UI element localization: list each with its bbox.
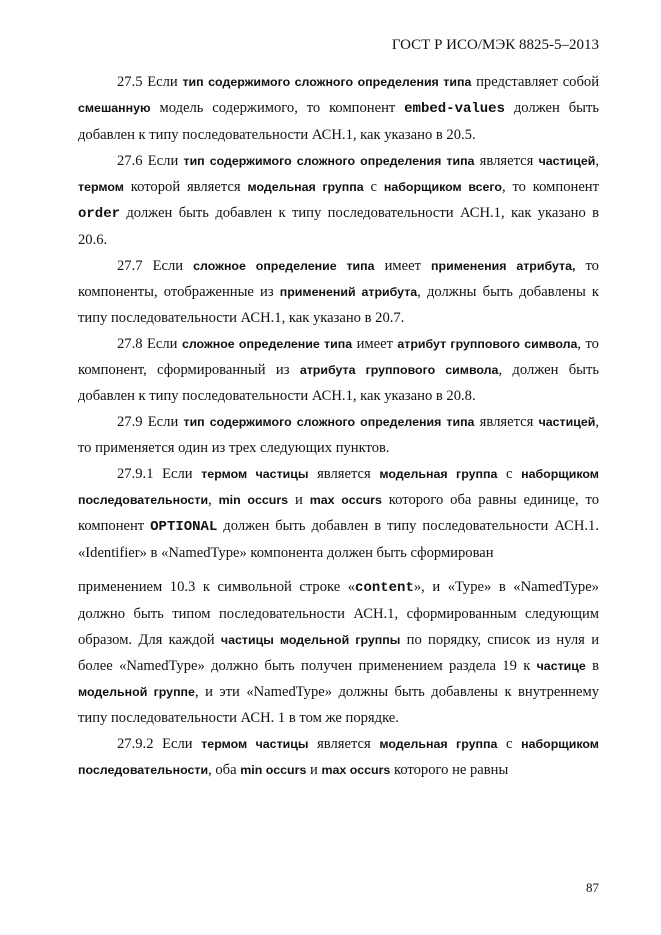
bold-term: наборщиком всего	[383, 180, 502, 194]
text: 27.7 Если	[117, 258, 194, 274]
bold-term: смешанную	[78, 101, 151, 115]
bold-term: max occurs	[321, 763, 391, 777]
code-term: embed-values	[404, 101, 505, 117]
text: и	[288, 492, 310, 508]
text: , должны быть добавлены к типу последовательности АСН.1, как указано в 20.7.	[78, 284, 600, 326]
bold-term: min occurs	[240, 763, 307, 777]
text: является	[308, 736, 380, 752]
text: модель содержимого, то компонент	[150, 100, 405, 116]
bold-term: применения атрибута,	[431, 259, 576, 273]
code-term: order	[78, 206, 121, 222]
bold-term: тип содержимого сложного определения типа	[183, 415, 475, 429]
text: должен быть добавлен к типу последовательности АСН.1, как указано в 20.5.	[78, 100, 599, 143]
text: является	[308, 466, 380, 482]
bold-term: атрибут группового символа	[397, 337, 578, 351]
text: представляет собой	[471, 74, 599, 90]
paragraph-27-8	[78, 331, 599, 409]
paragraph-27-9-1-continued	[78, 574, 599, 731]
bold-term: атрибута группового символа	[299, 363, 499, 377]
text: должен быть добавлен в типу последовательности АСН.1. «Identifier» в «NamedType» компонента должен быть сформирован	[78, 518, 599, 561]
bold-term: частицы модельной группы	[220, 633, 401, 647]
document-id-header: ГОСТ Р ИСО/МЭК 8825-5–2013	[391, 37, 599, 53]
bold-term: сложное определение типа	[193, 259, 375, 273]
bold-term: max occurs	[309, 493, 382, 507]
bold-term: модельная группа	[379, 467, 498, 481]
text: », и «Type» в «NamedType» должно быть типом последовательности АСН.1, сформированным следующим образом. Для каждой	[78, 579, 599, 648]
paragraph-27-9-1	[78, 461, 599, 566]
text: , то компонент, сформированный из	[78, 336, 599, 378]
text: имеет	[352, 336, 398, 352]
code-term: content	[355, 580, 414, 596]
text: 27.6 Если	[117, 153, 184, 169]
text: и	[306, 762, 322, 778]
text: является	[474, 153, 539, 169]
text: ,	[595, 153, 600, 169]
text: 27.9.2 Если	[117, 736, 202, 752]
bold-term: термом частицы	[201, 737, 309, 751]
paragraph-27-7	[78, 253, 599, 331]
bold-term: тип содержимого сложного определения типа	[183, 154, 475, 168]
text: , то компонент	[501, 179, 599, 195]
bold-term: термом частицы	[201, 467, 309, 481]
text: которого оба равны единице, то компонент	[78, 492, 600, 534]
text: 27.5 Если	[117, 74, 183, 90]
text: с	[497, 466, 522, 482]
text: то компоненты, отображенные из	[78, 258, 599, 300]
text: , должен быть добавлен к типу последовательности АСН.1, как указано в 20.8.	[78, 362, 599, 404]
bold-term: модельной группе	[78, 685, 195, 699]
bold-term: наборщиком последовательности	[78, 737, 599, 777]
text: 27.9.1 Если	[117, 466, 202, 482]
text: с	[363, 179, 384, 195]
text: с	[497, 736, 522, 752]
text: ,	[208, 492, 219, 508]
bold-term: min occurs	[218, 493, 289, 507]
text: в	[585, 658, 599, 674]
text: которой является	[123, 179, 248, 195]
page-number: 87	[586, 880, 599, 895]
text: имеет	[374, 258, 432, 274]
text: которого не равны	[390, 762, 509, 778]
paragraph-27-9	[78, 409, 599, 461]
text: 27.8 Если	[117, 336, 182, 352]
bold-term: модельная группа	[379, 737, 498, 751]
bold-term: термом	[78, 180, 124, 194]
document-body	[78, 69, 599, 783]
bold-term: применений атрибута	[279, 285, 418, 299]
text: по порядку, список из нуля и более «NamedType» должно быть получен применением раздела 19 к	[78, 632, 600, 674]
text: , и эти «NamedType» должны быть добавлены к внутреннему типу последовательности АСН. 1 в том же порядке.	[78, 684, 599, 726]
text: , то применяется один из трех следующих пунктов.	[78, 414, 600, 456]
bold-term: наборщиком последовательности	[78, 467, 599, 507]
text: должен быть добавлен к типу последовательности АСН.1, как указано в 20.6.	[78, 205, 599, 248]
paragraph-27-5	[78, 69, 599, 148]
bold-term: тип содержимого сложного определения типа	[182, 75, 472, 89]
bold-term: частицей	[538, 415, 596, 429]
text: , оба	[208, 762, 241, 778]
paragraph-27-6	[78, 148, 599, 253]
bold-term: модельная группа	[247, 180, 364, 194]
paragraph-27-9-2	[78, 731, 599, 783]
text: применением 10.3 к символьной строке «	[78, 579, 356, 595]
bold-term: частице	[536, 659, 586, 673]
bold-term: сложное определение типа	[181, 337, 353, 351]
code-term: OPTIONAL	[150, 519, 218, 535]
text: 27.9 Если	[117, 414, 184, 430]
bold-term: частицей	[538, 154, 596, 168]
text: является	[474, 414, 539, 430]
